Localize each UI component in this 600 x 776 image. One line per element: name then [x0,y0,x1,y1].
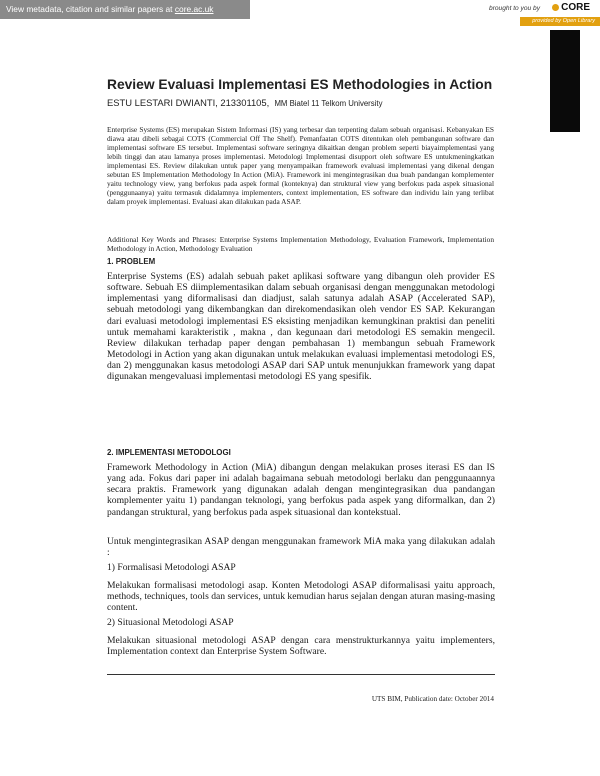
author-name: ESTU LESTARI DWIANTI, 213301105, [107,97,270,108]
keywords: Additional Key Words and Phrases: Enterprise Systems Implementation Methodology, Evaluation Framework, Implementation Methodology in Action, Methodology Evaluation [107,235,494,253]
footer-publication: UTS BIM, Publication date: October 2014 [371,695,494,703]
core-link-text[interactable]: core.ac.uk [174,4,214,14]
core-link-prefix: View metadata, citation and similar papers at [6,4,175,14]
core-logo-text: CORE [561,2,590,13]
section-1-heading: 1. PROBLEM [107,257,156,266]
core-logo[interactable] [552,2,590,13]
provided-by-badge[interactable]: provided by Open Library [520,17,600,26]
paper-title: Review Evaluasi Implementasi ES Methodologies in Action [107,77,493,92]
section-2-body-2: Untuk mengintegrasikan ASAP dengan menggunakan framework MiA maka yang dilakukan adalah : [107,536,495,559]
page-edge-tab [550,30,580,132]
section-1-body: Enterprise Systems (ES) adalah sebuah paket aplikasi software yang dibangun oleh provider ES software. Sebuah ES diimplementasikan dalam sebuah organisasi dengan menggunakan metodologi implementasi yang diformalisasi dan diadjust, salah satunya adalah ASAP (Accelerated SAP), sebuah metodologi yang dikembangkan dan direkomendasikan oleh vendor ES SAP. Kekurangan dari evaluasi metodologi implementasi ES eksisting menjadikan kemungkinan praktisi dan peneliti untuk memahami karakteristik , makna , dan kegunaan dari metodologi ES semakin mengecil. Review dilakukan terhadap paper dengan pembahasan 1) membangun sebuah Framework Metodologi in Action yang akan digunakan untuk melakukan evaluasi implementasi metodologi ES, dan 2) menggunakan kasus metodologi ASAP dari SAP untuk menunjukkan framework yang dapat digunakan mengevaluasi implementasi metodologi ES yang spesifik. [107,271,495,383]
author-line [107,97,382,108]
subsection-2-label: 2) Situasional Metodologi ASAP [107,617,234,628]
brought-by-text: brought to you by [489,5,540,12]
section-2-body-4: Melakukan situasional metodologi ASAP dengan cara menstrukturkannya yaitu implementers, Implementation context dan Enterprise System Software. [107,635,495,658]
section-2-body-3: Melakukan formalisasi metodologi asap. Konten Metodologi ASAP diformalisasi yaitu approach, methods, techniques, tools dan services, untuk kemudian harus sejalan dengan aturan masing-masing content. [107,580,495,614]
section-2-heading: 2. IMPLEMENTASI METODOLOGI [107,448,231,457]
core-banner [0,0,600,26]
core-metadata-link[interactable] [0,0,250,19]
author-affiliation: MM Biatel 11 Telkom University [274,99,383,108]
abstract: Enterprise Systems (ES) merupakan Sistem Informasi (IS) yang terbesar dan terpenting dalam sebuah organisasi. Kebanyakan ES diawa atau dibeli sebagai COTS (Commercial Off The Shelf). Pemanfaatan COTS ditentukan oleh pembangunan software dan implementasi software ES tersebut. Implementasi software seringnya dikaitkan dengan problem seperti biayaimplementasi yang lebih tinggi dan atau lamanya proses implementasi. Metodologi Implementasi disupport oleh software ES untukmeningkatkan implementasi ES. Review dilakukan untuk paper yang menyampaikan framework evaluasi implementasi yang dikenal dengan sebutan ES Implementation Methodology In Action (MiA). Framework ini mengintegrasikan dua buah pandangan komplementer yaitu technology view, yang berfokus pada aspek formal (konteknya) dan struktural view yang berfokus pada aspek situasional (penggunaanya) yaitu termasuk didalamnya implementers, context implementation, ES software dan individu lain yang terlibat dalam proyek implementasi. Evaluasi akan dilakukan pada ASAP. [107,125,494,206]
core-logo-icon [552,4,559,11]
footer-divider [107,674,495,675]
section-2-body-1: Framework Methodology in Action (MiA) dibangun dengan melakukan proses iterasi ES dan IS yang ada. Fokus dari paper ini adalah bagaimana sebuah metodologi berlaku dan penggunaannya secara praktis. Framework yang digunakan adalah dengan mengintegrasikan dua pandangan komplementer yaitu 1) pandangan teknologi, yang berfokus pada aspek yang diformalkan, dan 2) pandangan struktural, yang berfokus pada aspek situasional dan kontekstual. [107,462,495,518]
subsection-1-label: 1) Formalisasi Metodologi ASAP [107,562,236,573]
